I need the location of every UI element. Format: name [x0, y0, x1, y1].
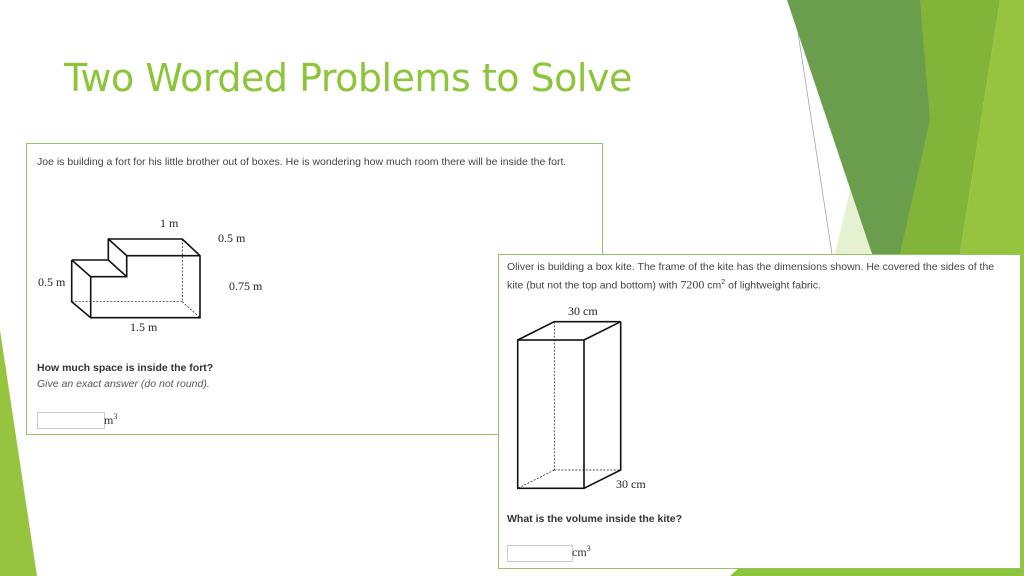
- answer-input[interactable]: [37, 412, 105, 429]
- label-bottom: 1.5 m: [130, 320, 158, 334]
- answer-unit: [572, 544, 591, 560]
- label-bottom: 30 cm: [616, 477, 646, 491]
- area-exponent: 2: [721, 279, 726, 286]
- text-part-a: Oliver is building a box kite. The frame of the kite has the dimensions shown. He covered the sides of the kite (but not the top and bottom) with: [507, 261, 995, 292]
- question-text: What is the volume inside the kite?: [507, 513, 683, 525]
- problem-card-kite: [498, 254, 1021, 569]
- unit-exponent: 3: [586, 544, 591, 553]
- text-part-b: of lightweight fabric.: [725, 279, 821, 292]
- hint-text: Give an exact answer (do not round).: [37, 378, 210, 390]
- label-depth: 0.5 m: [218, 231, 246, 245]
- answer-unit: [104, 412, 117, 428]
- problem-text: [507, 259, 1012, 294]
- label-top: 30 cm: [568, 304, 598, 318]
- label-left: 0.5 m: [38, 275, 66, 289]
- answer-input[interactable]: [507, 545, 573, 562]
- problem-text: Joe is building a fort for his little brother out of boxes. He is wondering how much room there will be inside the fort.: [37, 156, 567, 168]
- label-top: 1 m: [160, 216, 179, 230]
- unit-base: m: [104, 413, 114, 427]
- label-right: 0.75 m: [229, 279, 263, 293]
- unit-base: cm: [572, 545, 587, 559]
- area-value: 7200: [680, 277, 705, 292]
- slide-title: Two Worded Problems to Solve: [64, 56, 632, 100]
- area-unit: cm: [707, 279, 722, 292]
- unit-exponent: 3: [113, 412, 118, 421]
- question-text: How much space is inside the fort?: [37, 362, 214, 374]
